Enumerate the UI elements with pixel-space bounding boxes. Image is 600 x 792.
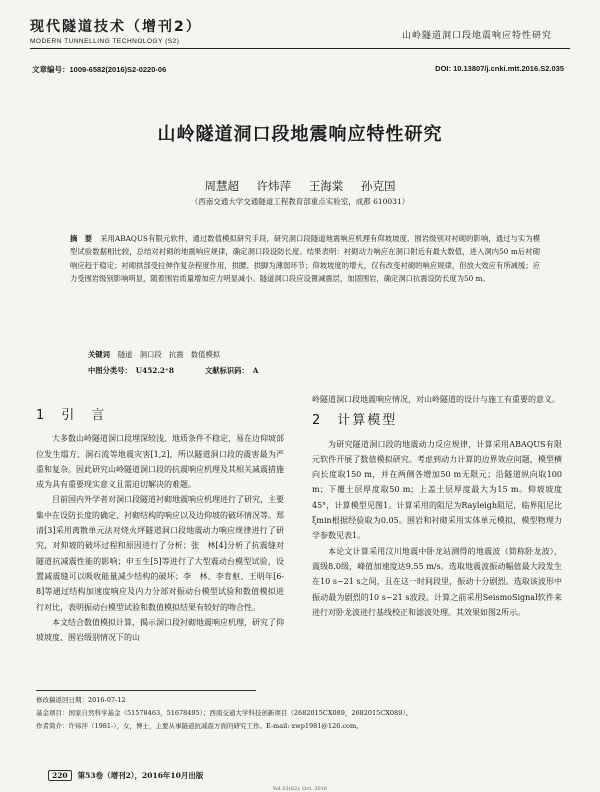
issue-info: 第53卷（增刊2），2016年10月出版 [77, 771, 204, 780]
affiliation: （西南交通大学交通隧道工程教育部重点实验室，成都 610031） [190, 197, 410, 206]
intro-paragraph-1: 大多数山岭隧道洞口段埋深较浅、地质条件不稳定，易在边仰坡部位发生塌方、洞石流等地震灾害[1,2]，所以隧道洞口段的震害最为严重和复杂。因此研究山岭隧道洞口段的抗震响应机理及其相关减震措施成为具有重要现实意义且需迫切解决的难题。 [36, 434, 284, 490]
page-number: 220 [48, 770, 72, 781]
journal-title-en: MODERN TUNNELLING TECHNOLOGY (S2) [30, 38, 180, 45]
intro-paragraph-3: 本文结合数值模拟计算，揭示洞口段衬砌地震响应机理，研究了仰坡坡度、围岩级别情况下的山 [36, 617, 284, 643]
footnote-rule [36, 690, 256, 691]
journal-header [30, 16, 202, 45]
journal-title-cn: 现代隧道技术（增刊2） [30, 19, 202, 35]
abstract-text: 采用ABAQUS有限元软件，通过数值模拟研究手段，研究洞口段隧道地震响应机理有仰坡坡度、围岩级别对衬砌的影响，通过与实为模型试验数据相比较，总结对衬砌的地震响应规律，确定洞口段设防长度。结果表明：衬砌动力响应在洞口附近有最大数值，进入洞内50 m后衬砌响应趋于稳定；衬砌拱部受拉伸作复杂程度作用，拱腰、拱脚为薄弱环节；仰坡坡度的增大，仅有改变衬砌的响应规律，但放大效应有所减缓；应力受围岩级别影响明显，随着围岩质量增加应力明显减小。隧道洞口段应设置减震层，加固围岩，确定洞口抗震设防长度为50 m。 [70, 234, 541, 284]
doi: DOI: 10.13807/j.cnki.mtt.2016.S2.035 [435, 64, 564, 73]
abstract-label: 摘 要 [70, 234, 93, 243]
intro-paragraph-continued: 岭隧道洞口段地震响应情况，对山岭隧道的设计与施工有重要的意义。 [312, 395, 560, 404]
clc-number [88, 366, 174, 376]
paper-title: 山岭隧道洞口段地震响应特性研究 [157, 124, 443, 145]
issue-info-en: Vol.53(S2), Oct. 2016 [272, 786, 328, 792]
keywords-text: 隧道 洞口段 抗震 数值模拟 [117, 350, 221, 359]
intro-paragraph-2: 目前国内外学者对洞口段隧道衬砌地震响应机理进行了研究，主要集中在设防长度的确定、衬砌结构的响应以及边仰坡的破坏情况等。郑 清[3]采用离散单元法对烧火坪隧道洞口段地震动力响应规律进行了研究，对仰坡的破坏过程和原因进行了分析；张 林[4]分析了抗震缝对隧道抗减震性能的影响；申玉生[5]等进行了大型震动台模型试验，设置减震缝可以吸收能量减少结构的破坏；李 林、李育枢、王明年[6-8]等通过结构加速度响应及内力分部对振动台模型试验和数值模拟进行对比，表明振动台模型试验和数值模拟结果有较好的吻合性。 [36, 495, 292, 612]
keywords [88, 350, 220, 360]
article-number: 文章编号：1009-6582(2016)S2-0220-06 [32, 65, 167, 74]
keywords-label: 关键词 [88, 350, 110, 359]
footnote-received: 修改稿返回日期：2016-07-12 [36, 696, 126, 704]
authors: 周慧超 许炜萍 王海棠 孙克国 [204, 179, 396, 193]
footnote-author: 作者简介：许炜萍（1981-），女，博士，主要从事隧道抗减震方面的研究工作。E-mail: xwp1981@126.com。 [36, 722, 363, 730]
clc-value: U452.2⁺8 [135, 366, 174, 375]
document-code [205, 366, 258, 376]
clc-label: 中图分类号： [88, 366, 132, 375]
intro-heading: 1 引 言 [36, 408, 107, 423]
running-title: 山岭隧道洞口段地震响应特性研究 [401, 31, 552, 41]
left-column [36, 402, 292, 645]
model-paragraph-2: 本论文计算采用汶川地震中卧龙站测得的地震波（简称卧龙波），震级8.0级，峰值加速度达9.55 m/s。选取地震波振动幅值最大段发生在10 s~21 s之间，且在这一时间段里，振动十分剧烈。选取该波形中振动最为剧烈的10 s~21 s波段。计算之前采用SeismoSignal软件来进行对卧龙波进行基线校正和滤波处理。其效果如图2所示。 [312, 546, 562, 617]
header-rule [30, 48, 570, 49]
footnote-fund: 基金项目：国家自然科学基金（51578463，51678495）；西南交通大学科技创新项目（2682015CX089，2682015CX089）。 [36, 709, 413, 717]
abstract [70, 232, 540, 286]
model-paragraph-1: 为研究隧道洞口段的地震动力反应规律，计算采用ABAQUS有限元软件开展了数值模拟研究。考虑到动力计算的边界效应问题，模型横向长度取150 m，并在两侧各增加50 m无限元；沿隧道纵向取100 m；下覆土层厚度取50 m；上盖土层厚度最大为15 m。仰坡坡度45°，计算模型见图1。计算采用的阻尼为Rayleigh阻尼，临界阻尼比ξmin根据经验取为0.05。围岩和衬砌采用实体单元模拟，模型物理力学参数见表1。 [312, 439, 562, 541]
page-footer [48, 770, 203, 781]
doc-code-label: 文献标识码： [205, 366, 249, 375]
model-heading: 2 计算模型 [312, 413, 398, 429]
doc-code-value: A [252, 366, 259, 375]
right-column [312, 392, 562, 620]
